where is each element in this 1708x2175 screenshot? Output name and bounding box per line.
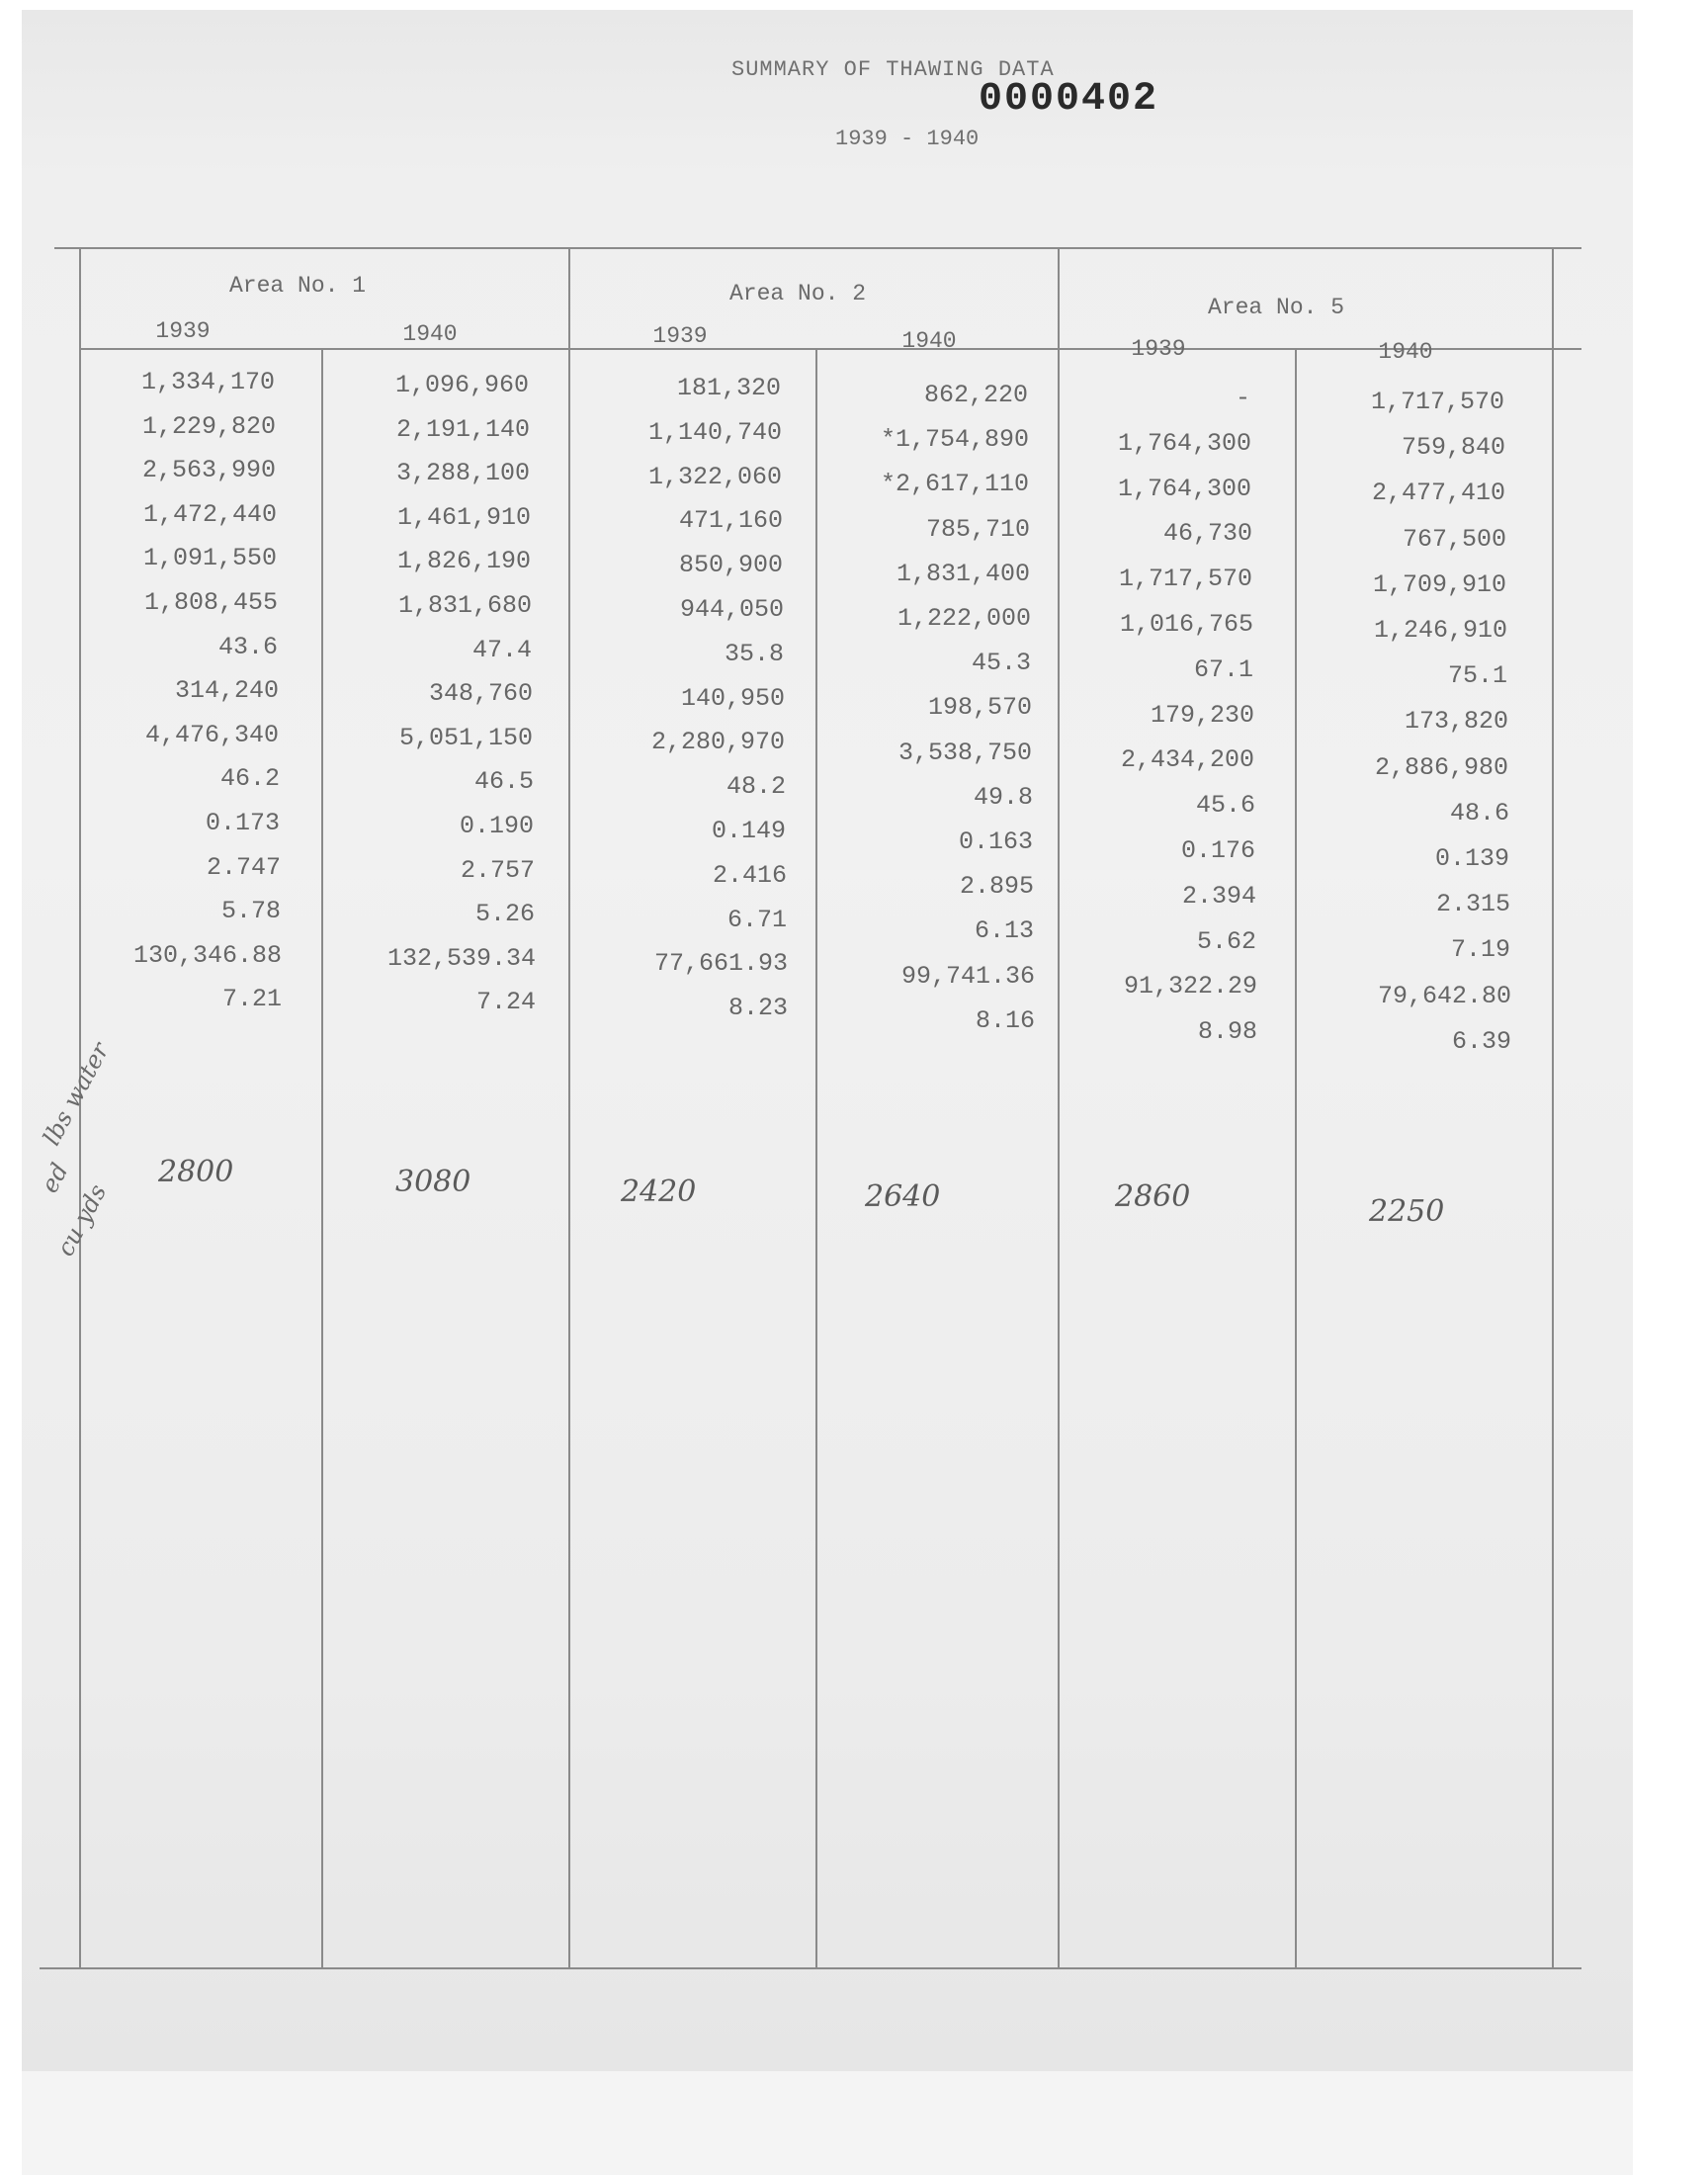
margin-note-ed: ed [36,1158,74,1198]
margin-note-water: lbs water [38,1038,115,1151]
table-cell: 1,229,820 [141,412,276,441]
table-cell: 1,016,765 [1119,610,1253,639]
table-cell: 140,950 [680,684,785,713]
table-cell: 8.98 [1197,1017,1257,1046]
document-title: SUMMARY OF THAWING DATA [731,57,1055,82]
table-cell: 48.2 [726,772,786,801]
table-cell: 1,091,550 [142,544,277,572]
table-cell: 1,831,680 [397,591,532,620]
table-cell: 2,191,140 [395,415,530,444]
area-5-year-1939: 1939 [1131,336,1186,362]
table-cell: 471,160 [678,506,783,535]
table-cell: 1,322,060 [647,463,782,491]
table-cell: 5.78 [220,897,281,925]
table-cell: 35.8 [724,640,784,668]
table-cell: 5,051,150 [398,724,533,752]
table-cell: 1,472,440 [142,500,277,529]
table-cell: 2.416 [712,861,787,890]
table-cell: 5.62 [1196,927,1256,956]
table-cell: 1,334,170 [140,368,275,396]
table-cell: 7.21 [221,985,282,1013]
area-2-year-1939: 1939 [652,323,708,349]
table-cell: 7.19 [1450,935,1510,964]
table-cell: 0.173 [205,809,280,837]
scan-margin [22,2071,1633,2175]
table-cell: 6.71 [726,906,787,934]
area-2-header: Area No. 2 [729,281,867,306]
table-cell: 6.13 [974,916,1034,945]
table-cell: 2,563,990 [141,456,276,484]
table-cell: - [1235,384,1250,412]
table-cell: 1,709,910 [1372,570,1506,599]
table-cell: 132,539.34 [386,944,536,973]
table-cell: 45.6 [1195,791,1255,820]
year-range: 1939 - 1940 [835,127,980,151]
table-cell: 8.23 [727,994,788,1022]
table-cell: 43.6 [217,633,278,661]
table-cell: 7.24 [475,988,536,1016]
handwritten-total-area2-1940: 2640 [865,1179,941,1214]
table-cell: 179,230 [1150,701,1254,730]
table-cell: 1,140,740 [647,418,782,447]
table-cell: 2.315 [1435,890,1510,918]
table-cell: 3,538,750 [897,739,1032,767]
table-cell: 2.757 [460,856,535,885]
handwritten-total-area1-1939: 2800 [158,1155,234,1189]
table-cell: 1,808,455 [143,588,278,617]
handwritten-total-area1-1940: 3080 [395,1165,471,1199]
table-cell: 8.16 [975,1006,1035,1035]
table-cell: 1,764,300 [1117,429,1251,458]
table-cell: 0.139 [1434,844,1509,873]
table-cell: 181,320 [676,374,781,402]
table-cell: 2,886,980 [1374,753,1508,782]
table-cell: *1,754,890 [880,425,1029,454]
area-1-header: Area No. 1 [229,273,367,299]
area-5-header: Area No. 5 [1208,295,1345,320]
handwritten-total-area5-1940: 2250 [1369,1194,1445,1229]
table-cell: 91,322.29 [1123,972,1257,1000]
handwritten-total-area2-1939: 2420 [621,1174,697,1209]
table-cell: 944,050 [679,595,784,624]
table-cell: 0.190 [459,812,534,840]
table-cell: 1,222,000 [897,604,1031,633]
table-cell: 2,280,970 [650,728,785,756]
table-cell: 1,764,300 [1117,475,1251,503]
table-cell: 348,760 [428,679,533,708]
handwritten-total-area5-1939: 2860 [1115,1179,1191,1214]
area-5-year-1940: 1940 [1378,339,1433,365]
table-cell: 1,461,910 [396,503,531,532]
table-cell: 0.149 [711,817,786,845]
table-cell: 49.8 [973,783,1033,812]
table-cell: 4,476,340 [144,721,279,749]
table-cell: 130,346.88 [132,941,282,970]
table-cell: 99,741.36 [900,962,1035,991]
table-cell: 1,717,570 [1370,388,1504,416]
table-cell: 2.747 [206,853,281,882]
area-1-year-1940: 1940 [402,321,458,347]
table-cell: 46,730 [1162,519,1252,548]
table-cell: 46.2 [219,764,280,793]
table-cell: 67.1 [1193,655,1253,684]
table-cell: 850,900 [678,551,783,579]
table-cell: 0.163 [958,827,1033,856]
table-cell: 45.3 [971,649,1031,677]
table-cell: 48.6 [1449,799,1509,827]
table-cell: 1,831,400 [896,560,1030,588]
table-cell: 198,570 [927,693,1032,722]
table-cell: 785,710 [925,515,1030,544]
table-cell: 1,717,570 [1118,565,1252,593]
area-2-year-1940: 1940 [901,328,957,354]
table-cell: 3,288,100 [395,459,530,487]
table-cell: 173,820 [1404,707,1508,736]
table-cell: 5.26 [474,900,535,928]
table-cell: 862,220 [923,381,1028,409]
table-cell: 1,246,910 [1373,616,1507,645]
table-cell: *2,617,110 [880,470,1029,498]
table-cell: 314,240 [174,676,279,705]
table-cell: 46.5 [473,767,534,796]
table-cell: 2,477,410 [1371,478,1505,507]
table-cell: 1,096,960 [394,371,529,399]
table-cell: 2.394 [1181,882,1256,911]
table-cell: 2.895 [959,872,1034,901]
table-cell: 0.176 [1180,836,1255,865]
margin-note-cuyd: cu yds [51,1179,113,1262]
table-cell: 2,434,200 [1120,745,1254,774]
table-cell: 79,642.80 [1377,982,1511,1010]
document-stamp-number: 0000402 [979,77,1159,122]
table-cell: 759,840 [1401,433,1505,462]
table-cell: 47.4 [471,636,532,664]
table-cell: 75.1 [1447,661,1507,690]
area-1-year-1939: 1939 [155,318,211,344]
table-cell: 1,826,190 [396,547,531,575]
table-cell: 767,500 [1402,525,1506,554]
table-cell: 77,661.93 [653,949,788,978]
table-cell: 6.39 [1451,1027,1511,1056]
